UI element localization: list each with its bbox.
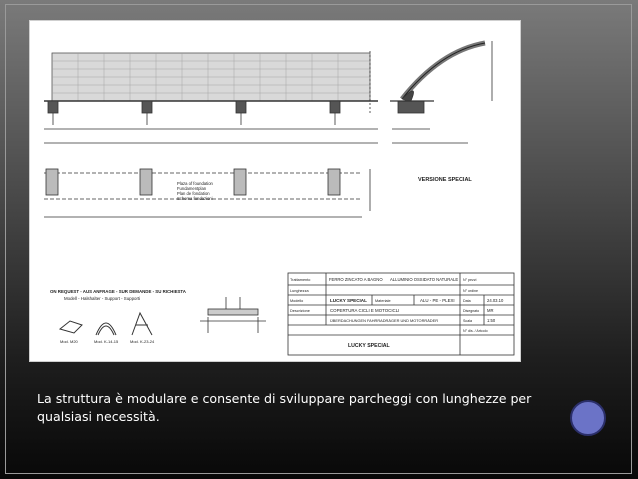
- tb-treatment-label: Trattamento: [290, 278, 311, 282]
- tb-drawing-number-label: N° dis. / Artcolo: [463, 329, 488, 333]
- elevation-view: [44, 51, 378, 143]
- drawing-svg: [30, 21, 521, 362]
- title-block: [288, 273, 514, 355]
- tb-description-de: ÜBERDACHUNGEN FAHRRADRÄGER UND MOTORRÄDER: [330, 318, 439, 323]
- tb-description-value: COPERTURA CICLI E MOTOCICLI: [330, 308, 400, 313]
- tb-date-label: Data: [463, 299, 471, 303]
- foundation-note-1: Plaza of foundation: [177, 181, 213, 186]
- tb-treatment-1: FERRO ZINCATO A BAGNO: [329, 277, 383, 282]
- technical-drawing: [29, 20, 521, 362]
- foundation-note-2: Fundamentplan: [177, 186, 207, 191]
- tb-date-value: 24.03.10: [487, 298, 504, 303]
- tb-material-label: Materiale: [375, 299, 391, 303]
- tb-model-value: LUCKY SPECIAL: [330, 298, 367, 303]
- side-profile-view: [390, 41, 492, 143]
- tb-material-value: ALU - PE - PLEXI: [420, 298, 455, 303]
- tb-scale-label: Scala: [463, 319, 472, 323]
- tb-model-label: Modello: [290, 299, 304, 303]
- support-models-illustration: [60, 313, 152, 335]
- model-label-2: Mod. K-14-15: [94, 339, 119, 344]
- foundation-note-3: Plan de fondation: [177, 191, 210, 196]
- tb-drawn-value: MR: [487, 308, 494, 313]
- tb-scale-value: 1:50: [487, 318, 496, 323]
- section-detail-view: [200, 297, 266, 333]
- decorative-circle: [570, 400, 606, 436]
- caption-line-1: La struttura è modulare e consente di sviluppare parcheggi con lunghezze per: [37, 391, 532, 406]
- model-label-3: Mod. K-23-24: [130, 339, 155, 344]
- tb-order-label: N° ordine: [463, 289, 479, 293]
- model-label-1: Mod. M20: [60, 339, 78, 344]
- caption-line-2: qualsiasi necessità.: [37, 409, 160, 424]
- tb-drawn-label: Disegnato: [463, 309, 480, 313]
- tb-description-label: Descrizione: [290, 309, 310, 313]
- version-label: VERSIONE SPECIAL: [418, 177, 472, 183]
- foundation-note-4: Schema fondazioni: [177, 196, 213, 201]
- slide-caption: [37, 390, 577, 426]
- model-note: Modell - Halshalter - Support - Supporti: [64, 296, 141, 301]
- tb-pieces-label: N° pezzi: [463, 278, 477, 282]
- tb-length-label: Lunghezza: [290, 289, 309, 293]
- request-note: ON REQUEST - AUS ANFRAGE - SUR DEMANDE - SU RICHIESTA: [50, 289, 186, 294]
- tb-product-name: LUCKY SPECIAL: [348, 343, 390, 349]
- tb-treatment-2: ALLUMINIO OSSIDATO NATURALE: [390, 277, 459, 282]
